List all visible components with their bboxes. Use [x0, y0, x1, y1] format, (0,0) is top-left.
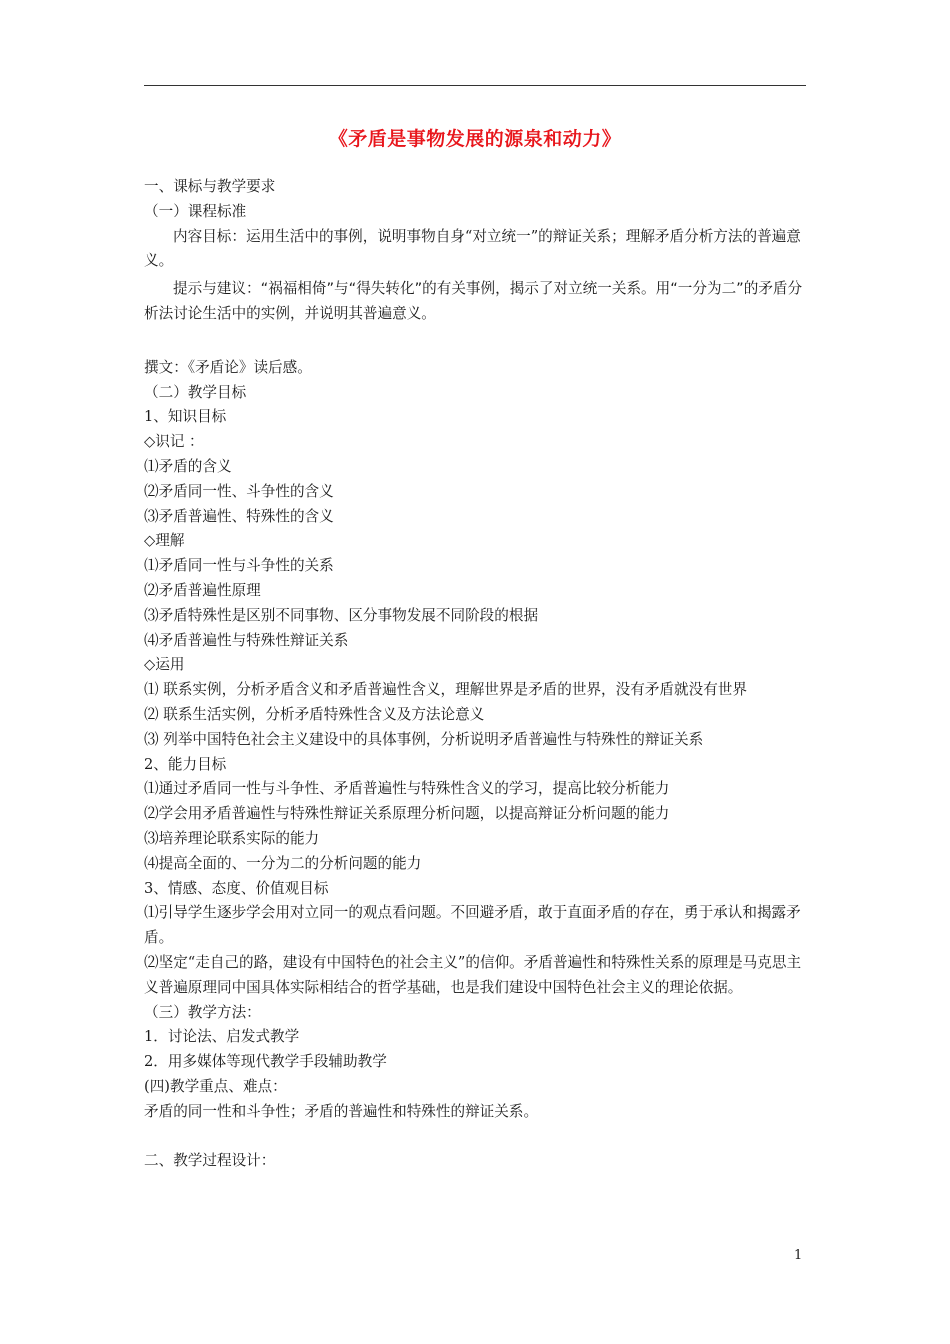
list-item: ⑴ 联系实例，分析矛盾含义和矛盾普遍性含义，理解世界是矛盾的世界，没有矛盾就没有世界: [144, 681, 747, 699]
list-item: ⑷矛盾普遍性与特殊性辩证关系: [144, 631, 349, 649]
list-item: ⑴矛盾同一性与斗争性的关系: [144, 557, 334, 575]
list-item: ⑴通过矛盾同一性与斗争性、矛盾普遍性与特殊性含义的学习，提高比较分析能力: [144, 780, 670, 798]
subsection-heading: （二）教学目标: [144, 383, 247, 401]
hints-paragraph: 提示与建议：“祸福相倚”与“得失转化”的有关事例，揭示了对立统一关系。用“一分为二”的矛盾分析法讨论生活中的实例，并说明其普遍意义。: [144, 280, 803, 322]
ability-heading: 2、能力目标: [144, 755, 227, 773]
header-rule: [144, 85, 806, 86]
apply-label: ◇运用: [144, 656, 185, 674]
emotion-heading: 3、情感、态度、价值观目标: [144, 879, 329, 897]
list-item: ⑶矛盾普遍性、特殊性的含义: [144, 507, 334, 525]
list-item: ⑵矛盾同一性、斗争性的含义: [144, 482, 334, 500]
list-item: ⑵ 联系生活实例，分析矛盾特殊性含义及方法论意义: [144, 705, 485, 723]
document-title: 《矛盾是事物发展的源泉和动力》: [328, 128, 622, 150]
list-item: ⑵矛盾普遍性原理: [144, 581, 261, 599]
list-item: ⑴引导学生逐步学会用对立同一的观点看问题。不回避矛盾，敢于直面矛盾的存在，勇于承认和揭露矛盾。: [144, 904, 801, 947]
subsection-heading: (四)教学重点、难点：: [144, 1077, 287, 1095]
list-item: ⑵学会用矛盾普遍性与特殊性辩证关系原理分析问题，以提高辩证分析问题的能力: [144, 805, 670, 823]
list-item: 2．用多媒体等现代教学手段辅助教学: [144, 1053, 387, 1071]
subsection-heading: （三）教学方法：: [144, 1003, 261, 1021]
list-item: ⑶矛盾特殊性是区别不同事物、区分事物发展不同阶段的根据: [144, 606, 539, 624]
memorize-label: ◇识记 ：: [144, 433, 204, 451]
list-item: ⑶ 列举中国特色社会主义建设中的具体事例，分析说明矛盾普遍性与特殊性的辩证关系: [144, 730, 704, 748]
list-item: ⑵坚定“走自己的路，建设有中国特色的社会主义”的信仰。矛盾普遍性和特殊性关系的原理是马克思主义普遍原理同中国具体实际相结合的哲学基础，也是我们建设中国特色社会主义的理论依据。: [144, 953, 802, 996]
list-item: ⑷提高全面的、一分为二的分析问题的能力: [144, 854, 422, 872]
content-goal-paragraph: 内容目标：运用生活中的事例，说明事物自身“对立统一”的辩证关系；理解矛盾分析方法的普遍意义。: [144, 227, 801, 270]
list-item: ⑶培养理论联系实际的能力: [144, 829, 320, 847]
section-heading: 一、课标与教学要求: [144, 178, 276, 195]
list-item: 1．讨论法、启发式教学: [144, 1028, 300, 1046]
page-number: 1: [794, 1248, 803, 1263]
subsection-heading: （一）课程标准: [144, 202, 247, 220]
knowledge-heading: 1、知识目标: [144, 408, 227, 426]
essay-line: 撰文：《矛盾论》读后感。: [144, 358, 312, 376]
list-item: ⑴矛盾的含义: [144, 457, 232, 475]
document-body: [144, 175, 808, 1174]
understand-label: ◇理解: [144, 532, 185, 550]
key-points-line: 矛盾的同一性和斗争性；矛盾的普遍性和特殊性的辩证关系。: [144, 1102, 539, 1120]
section-heading: 二、教学过程设计：: [144, 1152, 276, 1170]
